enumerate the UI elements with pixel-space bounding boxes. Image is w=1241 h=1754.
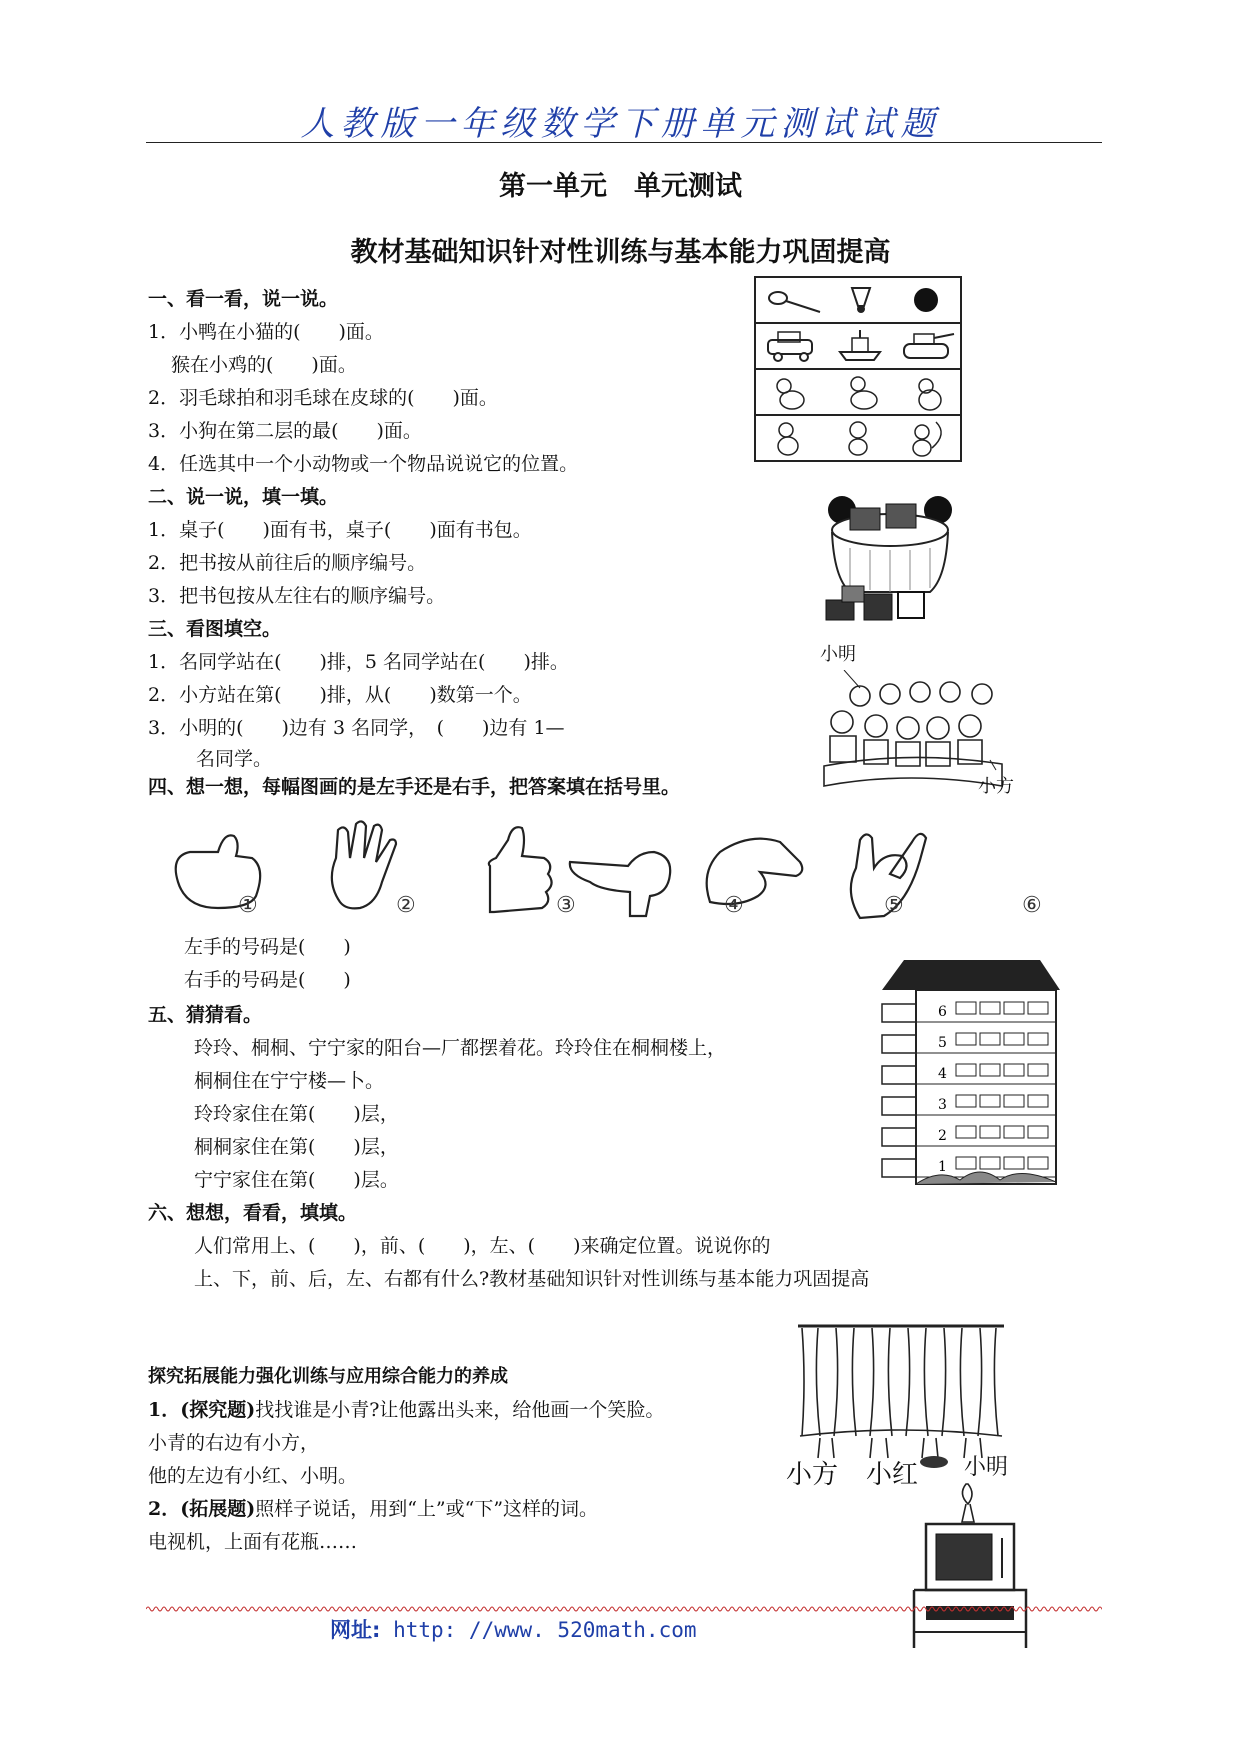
tv-figure (906, 1482, 1036, 1652)
duck-icon (851, 377, 877, 409)
curtain-label-xiaofang: 小方 (786, 1460, 839, 1490)
balcony (882, 1035, 916, 1053)
car-icon (768, 332, 812, 361)
s5-line2: 桐桐住在宁宁楼—卜。 (194, 1070, 385, 1092)
racket-icon (769, 292, 820, 312)
window (1004, 1033, 1024, 1045)
header-divider (146, 142, 1102, 143)
s7-q1-tag: 1．(探究题) (148, 1399, 256, 1421)
s7-q1-text: 找找谁是小青?让他露出头来，给他画一个笑脸。 (255, 1399, 665, 1421)
hand-num-6: ⑥ (1022, 893, 1042, 918)
window (956, 1064, 976, 1076)
ship-icon (840, 330, 880, 360)
balcony (882, 1159, 916, 1177)
s7-q1-line1: 小青的右边有小方， (148, 1432, 320, 1454)
window (1004, 1126, 1024, 1138)
s7-q1 (148, 1401, 664, 1420)
s7-q2-text: 照样子说话，用到“上”或“下”这样的词。 (255, 1498, 599, 1520)
s7-q2 (148, 1500, 598, 1519)
window (1004, 1002, 1024, 1014)
s2-line3: 3．把书包按从左往右的顺序编号。 (148, 585, 446, 607)
section6-heading: 六、想想，看看，填填。 (148, 1202, 358, 1224)
window (956, 1157, 976, 1169)
page-subtitle: 教材基础知识针对性训练与基本能力巩固提高 (350, 237, 891, 268)
window (956, 1126, 976, 1138)
floor-number: 2 (938, 1128, 947, 1144)
monkey-icon (778, 423, 798, 455)
s2-line1: 1．桌子( )面有书，桌子( )面有书包。 (148, 519, 532, 541)
label-xiaofang: 小方 (978, 776, 1014, 797)
s1-line5: 4．任选其中一个小动物或一个物品说说它的位置。 (148, 453, 579, 475)
flower-vase-icon (962, 1484, 972, 1504)
shelf-figure (754, 276, 964, 464)
floor-number: 3 (938, 1097, 947, 1113)
footer-url[interactable]: http: //www. 520math.com (393, 1618, 697, 1642)
window (980, 1064, 1000, 1076)
s7-q2-line1: 电视机，上面有花瓶…… (148, 1531, 358, 1553)
s6-line1: 人们常用上、( )，前、( )，左、( )来确定位置。说说你的 (194, 1235, 771, 1257)
s1-line4: 3．小狗在第二层的最( )面。 (148, 420, 422, 442)
s4-right-answer: 右手的号码是( ) (184, 969, 351, 991)
curtain-label-xiaohong: 小红 (866, 1460, 919, 1490)
hand-5-icon (707, 839, 803, 904)
hands-figure (160, 812, 1060, 932)
section7-heading: 探究拓展能力强化训练与应用综合能力的养成 (148, 1366, 508, 1387)
s3-line2: 2．小方站在第( )排，从( )数第一个。 (148, 684, 532, 706)
section4-heading: 四、想一想，每幅图画的是左手还是右手，把答案填在括号里。 (148, 776, 681, 798)
balcony (882, 1066, 916, 1084)
hand-4-icon (570, 852, 670, 916)
s7-q1-line2: 他的左边有小红、小明。 (148, 1465, 358, 1487)
hand-2-icon (332, 821, 396, 908)
hand-num-2: ② (396, 893, 416, 918)
window (1028, 1064, 1048, 1076)
floor-number: 4 (938, 1066, 947, 1082)
s2-line2: 2．把书按从前往后的顺序编号。 (148, 552, 427, 574)
window (1028, 1157, 1048, 1169)
s3-line1: 1．名同学站在( )排，5 名同学站在( )排。 (148, 651, 569, 673)
s5-line1: 玲玲、桐桐、宁宁家的阳台—厂都摆着花。玲玲住在桐桐楼上， (194, 1037, 727, 1059)
chick-icon (777, 379, 804, 409)
hand-num-4: ④ (724, 893, 744, 918)
shuttlecock-icon (852, 288, 870, 313)
floor-number: 5 (938, 1035, 947, 1051)
window (980, 1033, 1000, 1045)
s7-q2-tag: 2．(拓展题) (148, 1498, 256, 1520)
table-books-figure (820, 488, 960, 628)
s5-line5: 宁宁家住在第( )层。 (194, 1169, 399, 1191)
squirrel-icon (913, 422, 941, 456)
window (1028, 1095, 1048, 1107)
s5-line4: 桐桐家住在第( )层， (194, 1136, 399, 1158)
curtain-figure (796, 1320, 1006, 1470)
label-xiaoming: 小明 (820, 644, 856, 665)
window (980, 1126, 1000, 1138)
window (956, 1033, 976, 1045)
footer-label: 网址: (330, 1618, 381, 1642)
s6-line2: 上、下，前、后，左、右都有什么?教材基础知识针对性训练与基本能力巩固提高 (194, 1268, 870, 1290)
hand-num-1: ① (238, 893, 258, 918)
cat-icon (849, 422, 867, 455)
footer-url-line (330, 1614, 697, 1644)
s1-line3: 2．羽毛球拍和羽毛球在皮球的( )面。 (148, 387, 498, 409)
window (956, 1095, 976, 1107)
hand-num-5: ⑤ (884, 893, 904, 918)
section5-heading: 五、猜猜看。 (148, 1004, 263, 1026)
s1-line1: 1．小鸭在小猫的( )面。 (148, 321, 384, 343)
balcony (882, 1128, 916, 1146)
bird-icon (919, 379, 941, 410)
unit-title: 第一单元 单元测试 (499, 171, 742, 202)
window (1004, 1064, 1024, 1076)
window (1028, 1002, 1048, 1014)
window (980, 1002, 1000, 1014)
balcony (882, 1097, 916, 1115)
floor-number: 1 (938, 1159, 947, 1175)
floor-number: 6 (938, 1004, 947, 1020)
header-banner: 人教版一年级数学下册单元测试试题 (300, 104, 941, 144)
ball-icon (914, 288, 938, 312)
s3-line4: 名同学。 (196, 748, 273, 770)
s5-line3: 玲玲家住在第( )层， (194, 1103, 399, 1125)
window (980, 1157, 1000, 1169)
section3-heading: 三、看图填空。 (148, 618, 282, 640)
window (1028, 1033, 1048, 1045)
hand-3-icon (489, 827, 552, 912)
students-figure (820, 670, 1010, 790)
section2-heading: 二、说一说，填一填。 (148, 486, 339, 508)
window (1004, 1095, 1024, 1107)
s1-line2: 猴在小鸡的( )面。 (171, 354, 357, 376)
balcony (882, 1004, 916, 1022)
window (1028, 1126, 1048, 1138)
footer-wavy-divider (146, 1604, 1102, 1612)
building-figure (880, 958, 1062, 1188)
s4-left-answer: 左手的号码是( ) (184, 936, 351, 958)
hand-num-3: ③ (556, 893, 576, 918)
section1-heading: 一、看一看，说一说。 (148, 288, 339, 310)
window (980, 1095, 1000, 1107)
tank-icon (904, 334, 954, 358)
window (956, 1002, 976, 1014)
window (1004, 1157, 1024, 1169)
curtain-label-xiaoming: 小明 (964, 1455, 1009, 1480)
s3-line3: 3．小明的( )边有 3 名同学， ( )边有 1— (148, 717, 565, 739)
